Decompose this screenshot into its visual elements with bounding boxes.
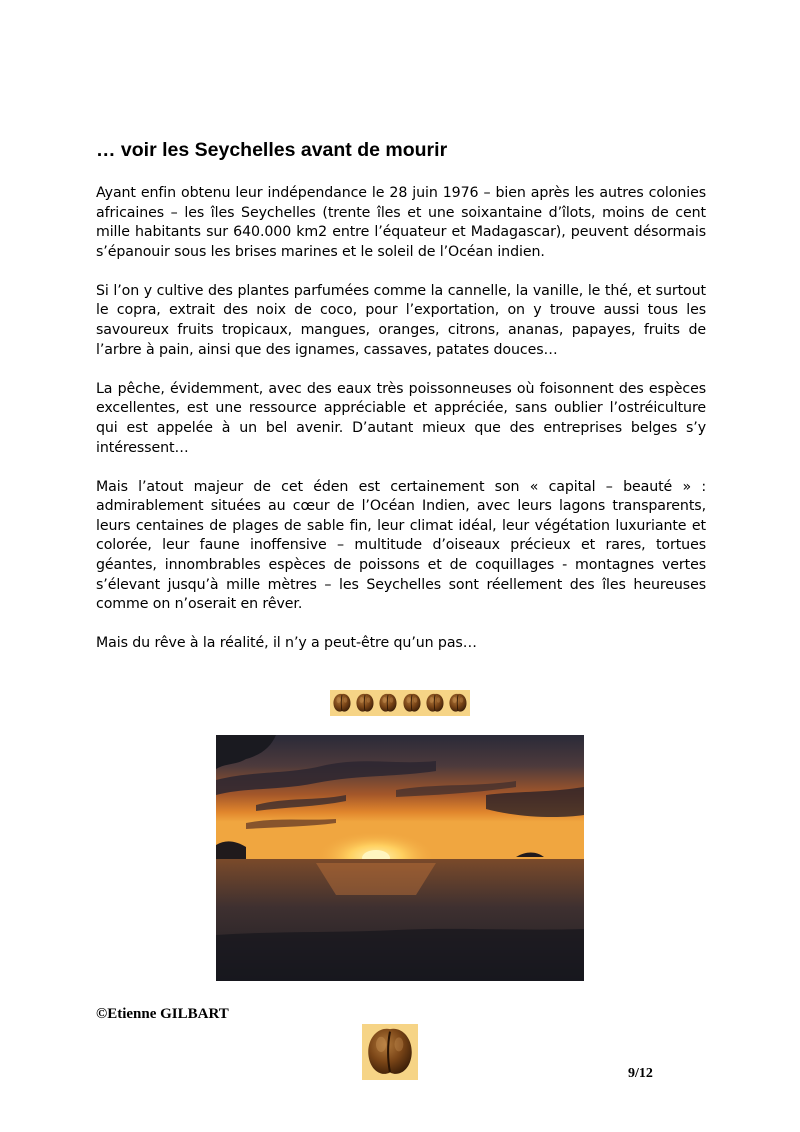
paragraph-fishing: La pêche, évidemment, avec des eaux très poissonneuses où foisonnent des espèces excellentes, est une ressource appréciable et appréciée, sans oublier l’ostréiculture qui est appelée à un bel avenir. D’autant mieux que des entreprises belges s’y intéressent… <box>96 380 706 456</box>
coco-de-mer-footer <box>362 1024 418 1080</box>
paragraph-beauty: Mais l’atout majeur de cet éden est certainement son « capital – beauté » : admirablement situées au cœur de l’Océan Indien, avec leurs lagons transparents, leurs centaines de plages de sable fin, leur climat idéal, leur végétation luxuriante et colorée, leur faune inoffensive – multitude d’oiseaux précieux et rares, tortues géantes, innombrables espèces de poissons et de coquillages - montagnes vertes s’élevant jusqu’à mille mètres – les Seychelles sont réellement des îles heureuses comme on n’oserait en rêver. <box>96 478 706 613</box>
page-number: 9/12 <box>628 1066 653 1081</box>
paragraph-dream: Mais du rêve à la réalité, il n’y a peut-être qu’un pas… <box>96 635 477 652</box>
coco-de-mer-icon <box>362 1024 418 1080</box>
seychelles-sunset-photo <box>216 735 584 981</box>
paragraph-independence: Ayant enfin obtenu leur indépendance le 28 juin 1976 – bien après les autres colonies africaines – les îles Seychelles (trente îles et une soixantaine d’îlots, moins de cent mille habitants sur 640.000 km2 entre l’équateur et Madagascar), peuvent désormais s’épanouir sous les brises marines et le soleil de l’Océan indien. <box>96 185 706 260</box>
coco-de-mer-icon <box>425 692 445 714</box>
coco-de-mer-icon <box>378 692 398 714</box>
coco-de-mer-icon <box>402 692 422 714</box>
coco-de-mer-icon <box>448 692 468 714</box>
coco-de-mer-icon <box>355 692 375 714</box>
copyright-text: ©Etienne GILBART <box>96 1006 229 1022</box>
page-title: … voir les Seychelles avant de mourir <box>96 139 448 161</box>
paragraph-agriculture: Si l’on y cultive des plantes parfumées comme la cannelle, la vanille, le thé, et surtout le copra, extrait des noix de coco, pour l’exportation, on y trouve aussi tous les savoureux fruits tropicaux, mangues, oranges, citrons, ananas, papayes, fruits de l’arbre à pain, ainsi que des ignames, cassaves, patates douces… <box>96 282 706 358</box>
coco-de-mer-divider <box>330 690 470 716</box>
coco-de-mer-icon <box>332 692 352 714</box>
article-body <box>96 184 706 673</box>
